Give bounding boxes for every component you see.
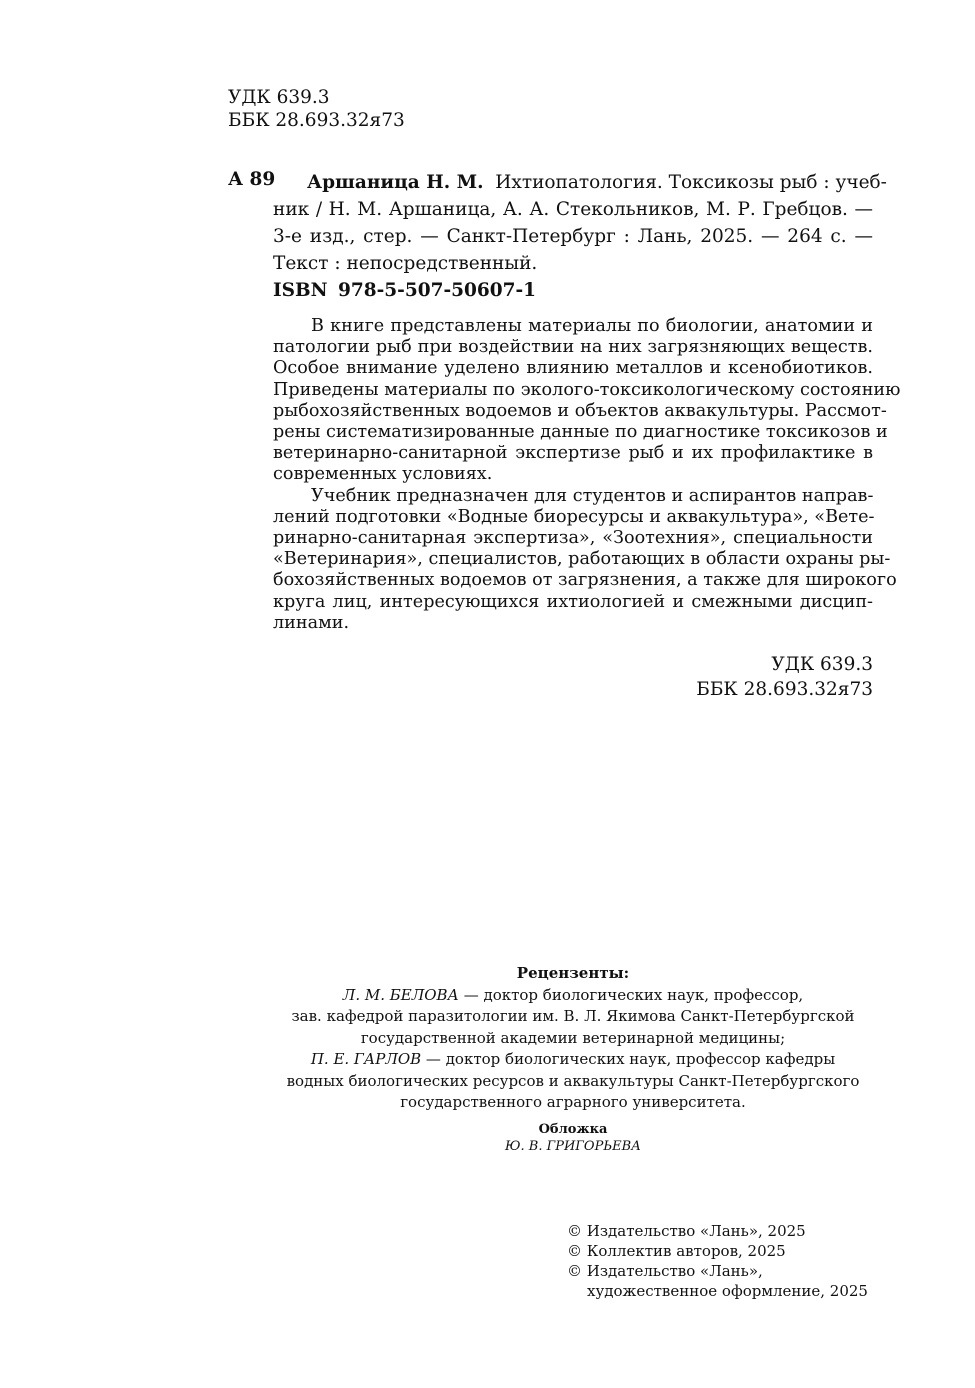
abstract-line: Приведены материалы по эколого-токсикологическому состоянию <box>273 379 901 400</box>
catalog-code: А 89 <box>228 169 276 190</box>
catalog-description <box>273 169 887 277</box>
top-udk: УДК 639.3 <box>228 87 330 108</box>
cover-designer: Ю. В. ГРИГОРЬЕВА <box>505 1139 641 1154</box>
copyright-block <box>567 1221 868 1301</box>
reviewers-heading: Рецензенты: <box>516 964 630 982</box>
top-classification <box>228 86 405 132</box>
bottom-classification <box>696 652 873 702</box>
catalog-first-line <box>273 169 887 196</box>
reviewer-1-line-1: Л. М. БЕЛОВА — доктор биологических наук, профессор, <box>342 985 804 1004</box>
catalog-line-4: Текст : непосредственный. <box>273 253 538 274</box>
author-name: Аршаница Н. М. <box>307 172 484 193</box>
abstract-line: Учебник предназначен для студентов и аспирантов направ- <box>311 485 874 506</box>
top-bbk: ББК 28.693.32я73 <box>228 110 405 131</box>
reviewer-2-line-3: государственного аграрного университета. <box>400 1093 746 1111</box>
abstract-line: ринарно-санитарная экспертиза», «Зоотехния», специальности <box>273 528 873 549</box>
copyright-line-4: художественное оформление, 2025 <box>587 1282 868 1300</box>
abstract-line: Особое внимание уделено влиянию металлов и ксенобиотиков. <box>273 358 873 379</box>
bottom-udk: УДК 639.3 <box>771 654 873 675</box>
catalog-line-1: Ихтиопатология. Токсикозы рыб : учеб- <box>495 172 887 193</box>
reviewer-1-line-3: государственной академии ветеринарной медицины; <box>360 1028 786 1047</box>
reviewer-1-name: Л. М. БЕЛОВА <box>342 985 459 1004</box>
reviewer-2-line-1: П. Е. ГАРЛОВ — доктор биологических наук, профессор кафедры <box>310 1050 836 1068</box>
catalog-line-3: 3-е изд., стер. — Санкт-Петербург : Лань, 2025. — 264 с. — <box>273 226 873 247</box>
abstract-line: круга лиц, интересующихся ихтиологией и смежными дисцип- <box>273 591 873 612</box>
abstract-line: линами. <box>273 612 350 633</box>
abstract-line: лений подготовки «Водные биоресурсы и аквакультура», «Вете- <box>273 506 875 527</box>
abstract-line: «Ветеринария», специалистов, работающих в области охраны ры- <box>273 549 891 570</box>
isbn: ISBN 978-5-507-50607-1 <box>273 280 537 301</box>
abstract-line: рыбохозяйственных водоемов и объектов аквакультуры. Рассмот- <box>273 400 887 421</box>
abstract <box>273 316 901 634</box>
reviewer-1-line-2: зав. кафедрой паразитологии им. В. Л. Якимова Санкт-Петербургской <box>291 1007 855 1025</box>
copyright-line-2: © Коллектив авторов, 2025 <box>567 1242 786 1260</box>
abstract-line: патологии рыб при воздействии на них загрязняющих веществ. <box>273 337 873 358</box>
cover-credit <box>273 1121 873 1155</box>
copyright-line-3: © Издательство «Лань», <box>567 1262 763 1280</box>
reviewer-2-name: П. Е. ГАРЛОВ <box>310 1050 422 1068</box>
abstract-line: рены систематизированные данные по диагностике токсикозов и <box>273 422 888 443</box>
abstract-line: ветеринарно-санитарной экспертизе рыб и их профилактике в <box>273 443 873 464</box>
bottom-bbk: ББК 28.693.32я73 <box>696 679 873 700</box>
abstract-line: бохозяйственных водоемов от загрязнения, а также для широкого <box>273 570 897 591</box>
reviewer-2-line-2: водных биологических ресурсов и аквакультуры Санкт-Петербургского <box>286 1071 860 1090</box>
copyright-line-1: © Издательство «Лань», 2025 <box>567 1222 806 1240</box>
reviewers <box>273 963 873 1114</box>
abstract-line: В книге представлены материалы по биологии, анатомии и <box>311 316 873 336</box>
abstract-line: современных условиях. <box>273 464 493 485</box>
cover-heading: Обложка <box>538 1122 608 1137</box>
catalog-line-2: ник / Н. М. Аршаница, А. А. Стекольников, М. Р. Гребцов. — <box>273 199 873 220</box>
